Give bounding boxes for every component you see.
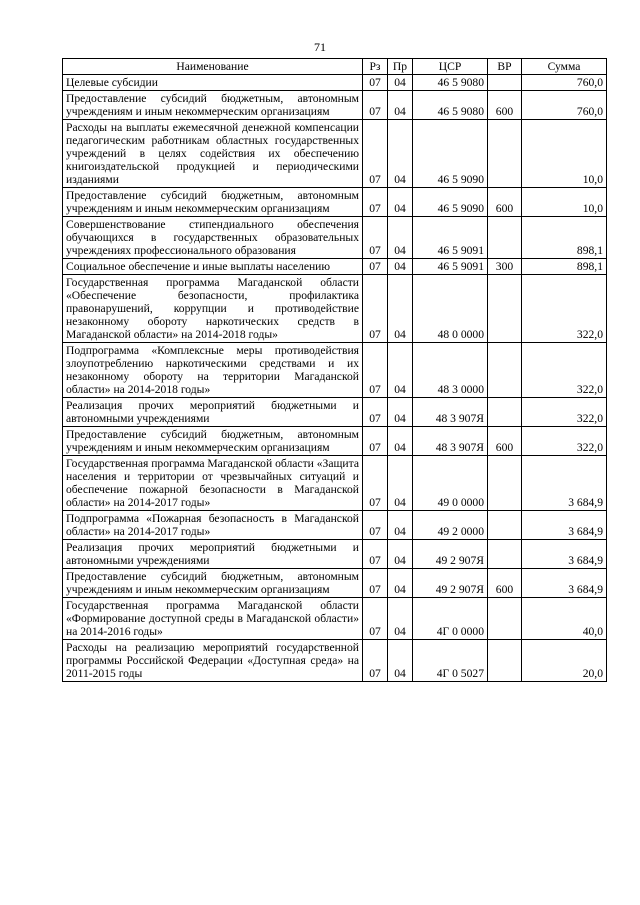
cell-pr: 04 bbox=[388, 456, 413, 511]
cell-sum: 10,0 bbox=[522, 188, 607, 217]
cell-vr bbox=[488, 120, 522, 188]
cell-rz: 07 bbox=[363, 569, 388, 598]
cell-name: Предоставление субсидий бюджетным, автономным учреждениям и иным некоммерческим организациям bbox=[63, 188, 363, 217]
table-row bbox=[63, 427, 607, 456]
cell-vr: 300 bbox=[488, 259, 522, 275]
table-row bbox=[63, 91, 607, 120]
cell-rz: 07 bbox=[363, 91, 388, 120]
table-header-row bbox=[63, 59, 607, 75]
header-name: Наименование bbox=[63, 59, 363, 75]
cell-vr bbox=[488, 275, 522, 343]
cell-rz: 07 bbox=[363, 456, 388, 511]
cell-rz: 07 bbox=[363, 120, 388, 188]
cell-csr: 48 3 907Я bbox=[413, 398, 488, 427]
cell-rz: 07 bbox=[363, 188, 388, 217]
cell-pr: 04 bbox=[388, 217, 413, 259]
cell-vr bbox=[488, 598, 522, 640]
cell-rz: 07 bbox=[363, 217, 388, 259]
cell-rz: 07 bbox=[363, 259, 388, 275]
cell-pr: 04 bbox=[388, 598, 413, 640]
cell-pr: 04 bbox=[388, 640, 413, 682]
cell-name: Подпрограмма «Пожарная безопасность в Магаданской области» на 2014-2017 годы» bbox=[63, 511, 363, 540]
budget-table bbox=[62, 58, 607, 682]
header-rz: Рз bbox=[363, 59, 388, 75]
table-row bbox=[63, 120, 607, 188]
cell-sum: 3 684,9 bbox=[522, 511, 607, 540]
cell-vr bbox=[488, 540, 522, 569]
cell-pr: 04 bbox=[388, 188, 413, 217]
cell-name: Реализация прочих мероприятий бюджетными и автономными учреждениями bbox=[63, 540, 363, 569]
table-row bbox=[63, 188, 607, 217]
cell-csr: 46 5 9090 bbox=[413, 120, 488, 188]
cell-sum: 898,1 bbox=[522, 259, 607, 275]
cell-pr: 04 bbox=[388, 91, 413, 120]
cell-pr: 04 bbox=[388, 275, 413, 343]
cell-csr: 48 0 0000 bbox=[413, 275, 488, 343]
cell-pr: 04 bbox=[388, 75, 413, 91]
cell-csr: 46 5 9091 bbox=[413, 259, 488, 275]
cell-rz: 07 bbox=[363, 398, 388, 427]
cell-vr: 600 bbox=[488, 427, 522, 456]
cell-sum: 322,0 bbox=[522, 427, 607, 456]
cell-rz: 07 bbox=[363, 275, 388, 343]
cell-rz: 07 bbox=[363, 427, 388, 456]
cell-sum: 3 684,9 bbox=[522, 569, 607, 598]
cell-pr: 04 bbox=[388, 343, 413, 398]
cell-vr bbox=[488, 640, 522, 682]
cell-csr: 49 2 907Я bbox=[413, 569, 488, 598]
cell-sum: 10,0 bbox=[522, 120, 607, 188]
cell-name: Государственная программа Магаданской области «Формирование доступной среды в Магаданской области» на 2014-2016 годы» bbox=[63, 598, 363, 640]
cell-rz: 07 bbox=[363, 640, 388, 682]
cell-csr: 49 2 0000 bbox=[413, 511, 488, 540]
cell-rz: 07 bbox=[363, 343, 388, 398]
cell-sum: 3 684,9 bbox=[522, 540, 607, 569]
table-row bbox=[63, 569, 607, 598]
cell-sum: 898,1 bbox=[522, 217, 607, 259]
header-sum: Сумма bbox=[522, 59, 607, 75]
cell-name: Предоставление субсидий бюджетным, автономным учреждениям и иным некоммерческим организациям bbox=[63, 91, 363, 120]
cell-csr: 49 0 0000 bbox=[413, 456, 488, 511]
cell-vr bbox=[488, 343, 522, 398]
table-body bbox=[63, 75, 607, 682]
cell-pr: 04 bbox=[388, 511, 413, 540]
cell-pr: 04 bbox=[388, 259, 413, 275]
cell-name: Расходы на реализацию мероприятий государственной программы Российской Федерации «Доступная среда» на 2011-2015 годы bbox=[63, 640, 363, 682]
cell-vr bbox=[488, 398, 522, 427]
cell-name: Расходы на выплаты ежемесячной денежной компенсации педагогическим работникам областных государственных учреждений в целях содействия их обеспечению книгоиздательской продукцией и периодическими изданиями bbox=[63, 120, 363, 188]
header-pr: Пр bbox=[388, 59, 413, 75]
cell-rz: 07 bbox=[363, 511, 388, 540]
cell-vr: 600 bbox=[488, 188, 522, 217]
cell-name: Целевые субсидии bbox=[63, 75, 363, 91]
cell-rz: 07 bbox=[363, 540, 388, 569]
cell-rz: 07 bbox=[363, 75, 388, 91]
cell-sum: 322,0 bbox=[522, 398, 607, 427]
table-row bbox=[63, 456, 607, 511]
table-row bbox=[63, 259, 607, 275]
cell-sum: 20,0 bbox=[522, 640, 607, 682]
cell-pr: 04 bbox=[388, 120, 413, 188]
table-row bbox=[63, 398, 607, 427]
cell-pr: 04 bbox=[388, 398, 413, 427]
cell-csr: 46 5 9091 bbox=[413, 217, 488, 259]
header-csr: ЦСР bbox=[413, 59, 488, 75]
table-row bbox=[63, 598, 607, 640]
cell-sum: 322,0 bbox=[522, 343, 607, 398]
cell-sum: 3 684,9 bbox=[522, 456, 607, 511]
cell-name: Государственная программа Магаданской области «Обеспечение безопасности, профилактика правонарушений, коррупции и противодействие незаконному обороту наркотических средств в Магаданской области» на 2014-2018 годы» bbox=[63, 275, 363, 343]
table-row bbox=[63, 275, 607, 343]
cell-vr bbox=[488, 456, 522, 511]
cell-csr: 48 3 907Я bbox=[413, 427, 488, 456]
cell-vr: 600 bbox=[488, 91, 522, 120]
table-row bbox=[63, 640, 607, 682]
cell-pr: 04 bbox=[388, 569, 413, 598]
cell-sum: 322,0 bbox=[522, 275, 607, 343]
cell-vr bbox=[488, 511, 522, 540]
cell-name: Реализация прочих мероприятий бюджетными и автономными учреждениями bbox=[63, 398, 363, 427]
cell-rz: 07 bbox=[363, 598, 388, 640]
cell-name: Государственная программа Магаданской области «Защита населения и территории от чрезвычайных ситуаций и обеспечение пожарной безопасности в Магаданской области» на 2014-2017 годы» bbox=[63, 456, 363, 511]
table-row bbox=[63, 540, 607, 569]
cell-csr: 4Г 0 5027 bbox=[413, 640, 488, 682]
cell-vr bbox=[488, 75, 522, 91]
cell-sum: 760,0 bbox=[522, 75, 607, 91]
table-row bbox=[63, 217, 607, 259]
cell-name: Подпрограмма «Комплексные меры противодействия злоупотреблению наркотическими средствами и их незаконному обороту на территории Магаданской области» на 2014-2018 годы» bbox=[63, 343, 363, 398]
header-vr: ВР bbox=[488, 59, 522, 75]
cell-name: Предоставление субсидий бюджетным, автономным учреждениям и иным некоммерческим организациям bbox=[63, 427, 363, 456]
cell-csr: 4Г 0 0000 bbox=[413, 598, 488, 640]
cell-csr: 46 5 9080 bbox=[413, 91, 488, 120]
cell-pr: 04 bbox=[388, 540, 413, 569]
cell-pr: 04 bbox=[388, 427, 413, 456]
table-row bbox=[63, 343, 607, 398]
cell-name: Совершенствование стипендиального обеспечения обучающихся в государственных образовательных учреждениях профессионального образования bbox=[63, 217, 363, 259]
cell-csr: 49 2 907Я bbox=[413, 540, 488, 569]
cell-sum: 760,0 bbox=[522, 91, 607, 120]
cell-name: Социальное обеспечение и иные выплаты населению bbox=[63, 259, 363, 275]
table-row bbox=[63, 511, 607, 540]
table-row bbox=[63, 75, 607, 91]
cell-csr: 46 5 9090 bbox=[413, 188, 488, 217]
cell-sum: 40,0 bbox=[522, 598, 607, 640]
cell-name: Предоставление субсидий бюджетным, автономным учреждениям и иным некоммерческим организациям bbox=[63, 569, 363, 598]
cell-vr: 600 bbox=[488, 569, 522, 598]
cell-vr bbox=[488, 217, 522, 259]
cell-csr: 46 5 9080 bbox=[413, 75, 488, 91]
page-number: 71 bbox=[314, 40, 326, 54]
cell-csr: 48 3 0000 bbox=[413, 343, 488, 398]
